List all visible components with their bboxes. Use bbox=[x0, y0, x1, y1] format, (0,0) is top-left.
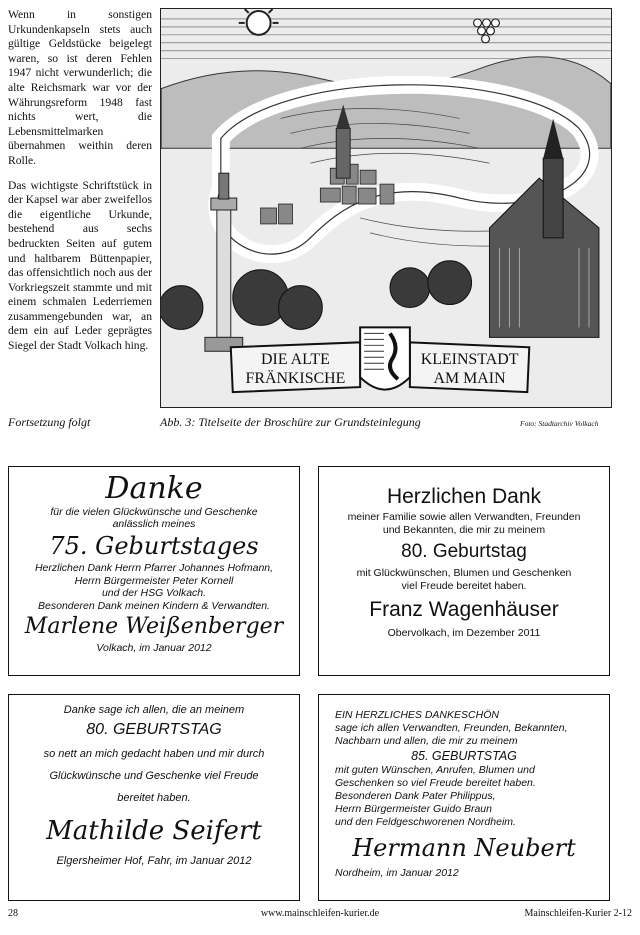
ad1-place-date: Volkach, im Januar 2012 bbox=[96, 642, 212, 654]
ad2-line-1: meiner Familie sowie allen Verwandten, Freunden bbox=[347, 511, 581, 523]
ad-franz-wagenhaeuser bbox=[318, 466, 610, 676]
ad2-place-date: Obervolkach, im Dezember 2011 bbox=[387, 627, 541, 639]
ad2-line-3: mit Glückwünschen, Blumen und Geschenken bbox=[356, 567, 572, 579]
page-number: 28 bbox=[8, 908, 18, 919]
ad3-line-4: bereitet haben. bbox=[117, 792, 191, 804]
article-column bbox=[8, 8, 152, 364]
ad2-title: Herzlichen Dank bbox=[386, 485, 542, 508]
ad1-line-3: Herzlichen Dank Herrn Pfarrer Johannes Hofmann, bbox=[34, 562, 274, 574]
photo-credit: Foto: Stadtarchiv Volkach bbox=[520, 419, 599, 428]
ad1-occasion: 75. Geburtstages bbox=[49, 532, 259, 560]
ad-hermann-neubert bbox=[318, 694, 610, 901]
ad3-line-2: so nett an mich gedacht haben und mir durch bbox=[43, 748, 265, 760]
ad-marlene-weissenberger bbox=[8, 466, 300, 676]
title-page-illustration bbox=[160, 8, 612, 408]
ad1-title: Danke bbox=[105, 471, 203, 506]
ad4-line-3: Nachbarn und allen, die mir zu meinem bbox=[335, 735, 518, 747]
ad4-name: Hermann Neubert bbox=[352, 834, 576, 862]
ad4-line-5: Geschenken so viel Freude bereitet haben. bbox=[335, 777, 536, 789]
ad1-line-2: anlässlich meines bbox=[112, 518, 196, 530]
ad3-occasion: 80. GEBURTSTAG bbox=[86, 721, 222, 738]
continuation-note: Fortsetzung folgt bbox=[8, 415, 91, 429]
ad4-line-2: sage ich allen Verwandten, Freunden, Bekannten, bbox=[335, 722, 568, 734]
ad3-place-date: Elgersheimer Hof, Fahr, im Januar 2012 bbox=[56, 855, 252, 867]
ad1-line-1: für die vielen Glückwünsche und Geschenke bbox=[50, 506, 258, 518]
banner-left-line-2: FRÄNKISCHE bbox=[245, 370, 346, 388]
ad2-line-4: viel Freude bereitet haben. bbox=[401, 580, 527, 592]
footer-issue: Mainschleifen-Kurier 2-12 bbox=[524, 908, 632, 919]
ad1-name: Marlene Weißenberger bbox=[24, 614, 284, 639]
ad2-occasion: 80. Geburtstag bbox=[401, 541, 527, 562]
ad3-line-1: Danke sage ich allen, die an meinem bbox=[63, 704, 245, 716]
ad3-name: Mathilde Seifert bbox=[46, 816, 262, 846]
ad2-line-2: und Bekannten, die mir zu meinem bbox=[382, 524, 546, 536]
ad1-line-5: und der HSG Volkach. bbox=[101, 587, 207, 599]
banner-right-line-1: KLEINSTADT bbox=[420, 351, 519, 369]
ad4-line-7: Herrn Bürgermeister Guido Braun bbox=[335, 803, 492, 815]
ad4-line-1: EIN HERZLICHES DANKESCHÖN bbox=[335, 709, 499, 721]
ad-mathilde-seifert bbox=[8, 694, 300, 901]
ad1-line-4: Herrn Bürgermeister Peter Kornell bbox=[74, 574, 234, 587]
ad4-line-6: Besonderen Dank Pater Philippus, bbox=[335, 790, 496, 802]
footer-url[interactable]: www.mainschleifen-kurier.de bbox=[260, 908, 380, 919]
ad3-line-3: Glückwünsche und Geschenke viel Freude bbox=[49, 770, 259, 782]
article-paragraph-1: Wenn in sonstigen Urkundenkapseln stets auch gültige Geldstücke beigelegt waren, so ist deren Fehlen 1947 nicht verwunderlich; die alte Reichsmark war vor der Währungsreform 1948 fast nichts wert, die Lebensmittelmarken übernahmen weithin deren Rolle. bbox=[8, 8, 152, 167]
ad4-line-4: mit guten Wünschen, Anrufen, Blumen und bbox=[335, 764, 535, 776]
ad4-place-date: Nordheim, im Januar 2012 bbox=[335, 867, 459, 879]
ad1-line-6: Besonderen Dank meinen Kindern & Verwandten. bbox=[38, 599, 270, 612]
banner-left-line-1: DIE ALTE bbox=[261, 351, 330, 369]
ad2-name: Franz Wagenhäuser bbox=[369, 598, 559, 621]
woodcut-town-illustration bbox=[161, 9, 611, 407]
figure-caption: Abb. 3: Titelseite der Broschüre zur Grundsteinlegung bbox=[160, 415, 421, 429]
coat-of-arms-icon bbox=[360, 327, 410, 389]
banner-right-line-2: AM MAIN bbox=[433, 370, 506, 388]
ad4-occasion: 85. GEBURTSTAG bbox=[411, 749, 517, 763]
ad4-line-8: und den Feldgeschworenen Nordheim. bbox=[335, 816, 516, 828]
article-paragraph-2: Das wichtigste Schriftstück in der Kapsel war aber zweifellos die eigentliche Urkunde, bestehend aus sechs bedruckten Seiten auf gutem und haltbarem Büttenpapier, das offensichtlich noch aus der Vorkriegszeit stammte und mit einem schmalen Lederriemen zusammengebunden war, an dem ein auf Leder geprägtes Siegel der Stadt Volkach hing. bbox=[8, 178, 152, 353]
